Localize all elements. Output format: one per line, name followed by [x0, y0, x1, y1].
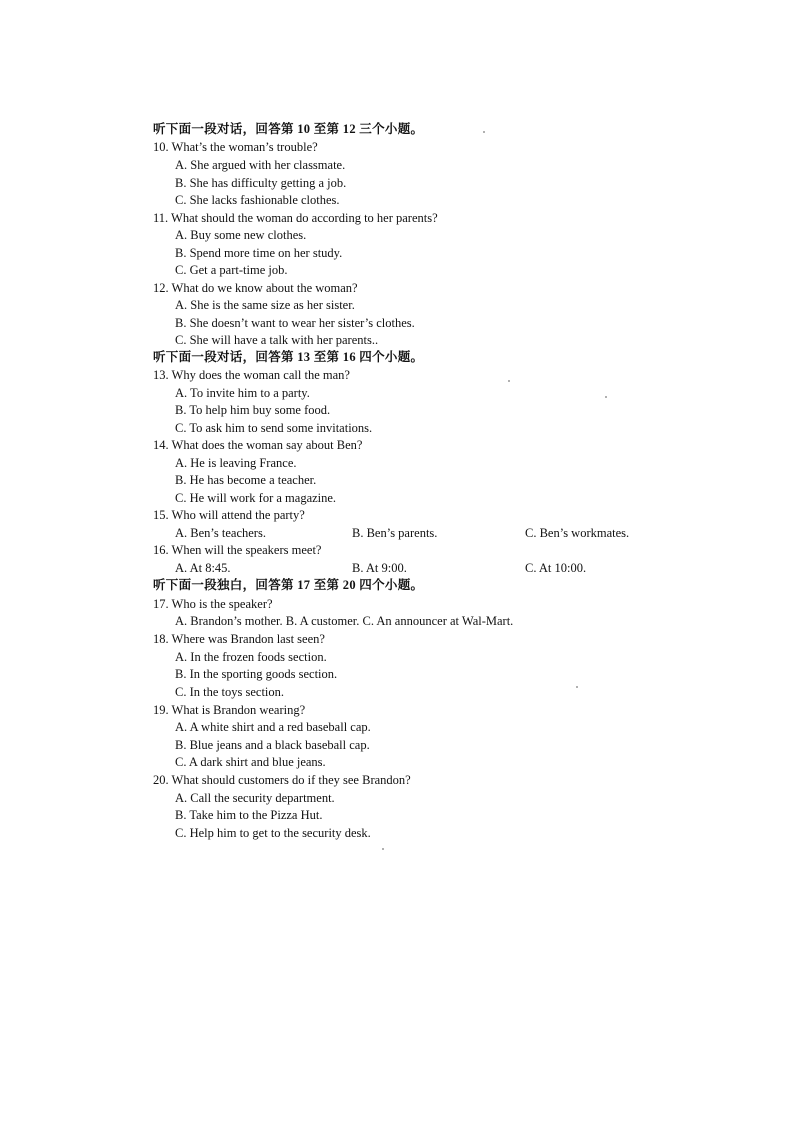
question-20: 20. What should customers do if they see Brandon? [153, 773, 411, 787]
question-18: 18. Where was Brandon last seen? [153, 632, 325, 646]
question-17: 17. Who is the speaker? [153, 597, 273, 611]
option-16a: A. At 8:45. [175, 561, 231, 575]
option-14c: C. He will work for a magazine. [175, 491, 337, 505]
scan-speck [576, 686, 578, 688]
option-12a: A. She is the same size as her sister. [175, 298, 355, 312]
option-13b: B. To help him buy some food. [175, 403, 331, 417]
option-11b: B. Spend more time on her study. [175, 246, 343, 260]
question-11: 11. What should the woman do according to her parents? [153, 211, 438, 225]
section-heading-17-20: 听下面一段独白，回答第 17 至第 20 四个小题。 [153, 578, 424, 592]
option-12b: B. She doesn’t want to wear her sister’s clothes. [175, 316, 415, 330]
section-heading-13-16: 听下面一段对话，回答第 13 至第 16 四个小题。 [153, 350, 424, 364]
option-15b: B. Ben’s parents. [352, 526, 438, 540]
option-18b: B. In the sporting goods section. [175, 667, 338, 681]
option-18c: C. In the toys section. [175, 685, 285, 699]
option-19c: C. A dark shirt and blue jeans. [175, 755, 326, 769]
scan-speck [605, 396, 607, 398]
scan-speck [382, 848, 384, 850]
scan-speck [508, 380, 510, 382]
option-15c: C. Ben’s workmates. [525, 526, 630, 540]
option-14a: A. He is leaving France. [175, 456, 297, 470]
option-13a: A. To invite him to a party. [175, 386, 310, 400]
question-19: 19. What is Brandon wearing? [153, 703, 306, 717]
option-19b: B. Blue jeans and a black baseball cap. [175, 738, 370, 752]
question-12: 12. What do we know about the woman? [153, 281, 358, 295]
option-17-line: A. Brandon’s mother. B. A customer. C. An announcer at Wal-Mart. [175, 614, 514, 628]
option-11c: C. Get a part-time job. [175, 263, 288, 277]
option-20b: B. Take him to the Pizza Hut. [175, 808, 323, 822]
option-19a: A. A white shirt and a red baseball cap. [175, 720, 371, 734]
option-10a: A. She argued with her classmate. [175, 158, 346, 172]
option-16c: C. At 10:00. [525, 561, 587, 575]
section-heading-10-12: 听下面一段对话，回答第 10 至第 12 三个小题。 [153, 122, 424, 136]
option-11a: A. Buy some new clothes. [175, 228, 307, 242]
question-14: 14. What does the woman say about Ben? [153, 438, 363, 452]
option-20c: C. Help him to get to the security desk. [175, 826, 371, 840]
question-10: 10. What’s the woman’s trouble? [153, 140, 318, 154]
option-15a: A. Ben’s teachers. [175, 526, 266, 540]
question-16: 16. When will the speakers meet? [153, 543, 322, 557]
option-16b: B. At 9:00. [352, 561, 407, 575]
option-10c: C. She lacks fashionable clothes. [175, 193, 340, 207]
option-13c: C. To ask him to send some invitations. [175, 421, 373, 435]
option-12c: C. She will have a talk with her parents.. [175, 333, 379, 347]
option-10b: B. She has difficulty getting a job. [175, 176, 347, 190]
question-15: 15. Who will attend the party? [153, 508, 305, 522]
scan-speck [483, 131, 485, 133]
option-18a: A. In the frozen foods section. [175, 650, 327, 664]
option-14b: B. He has become a teacher. [175, 473, 317, 487]
option-20a: A. Call the security department. [175, 791, 335, 805]
question-13: 13. Why does the woman call the man? [153, 368, 350, 382]
